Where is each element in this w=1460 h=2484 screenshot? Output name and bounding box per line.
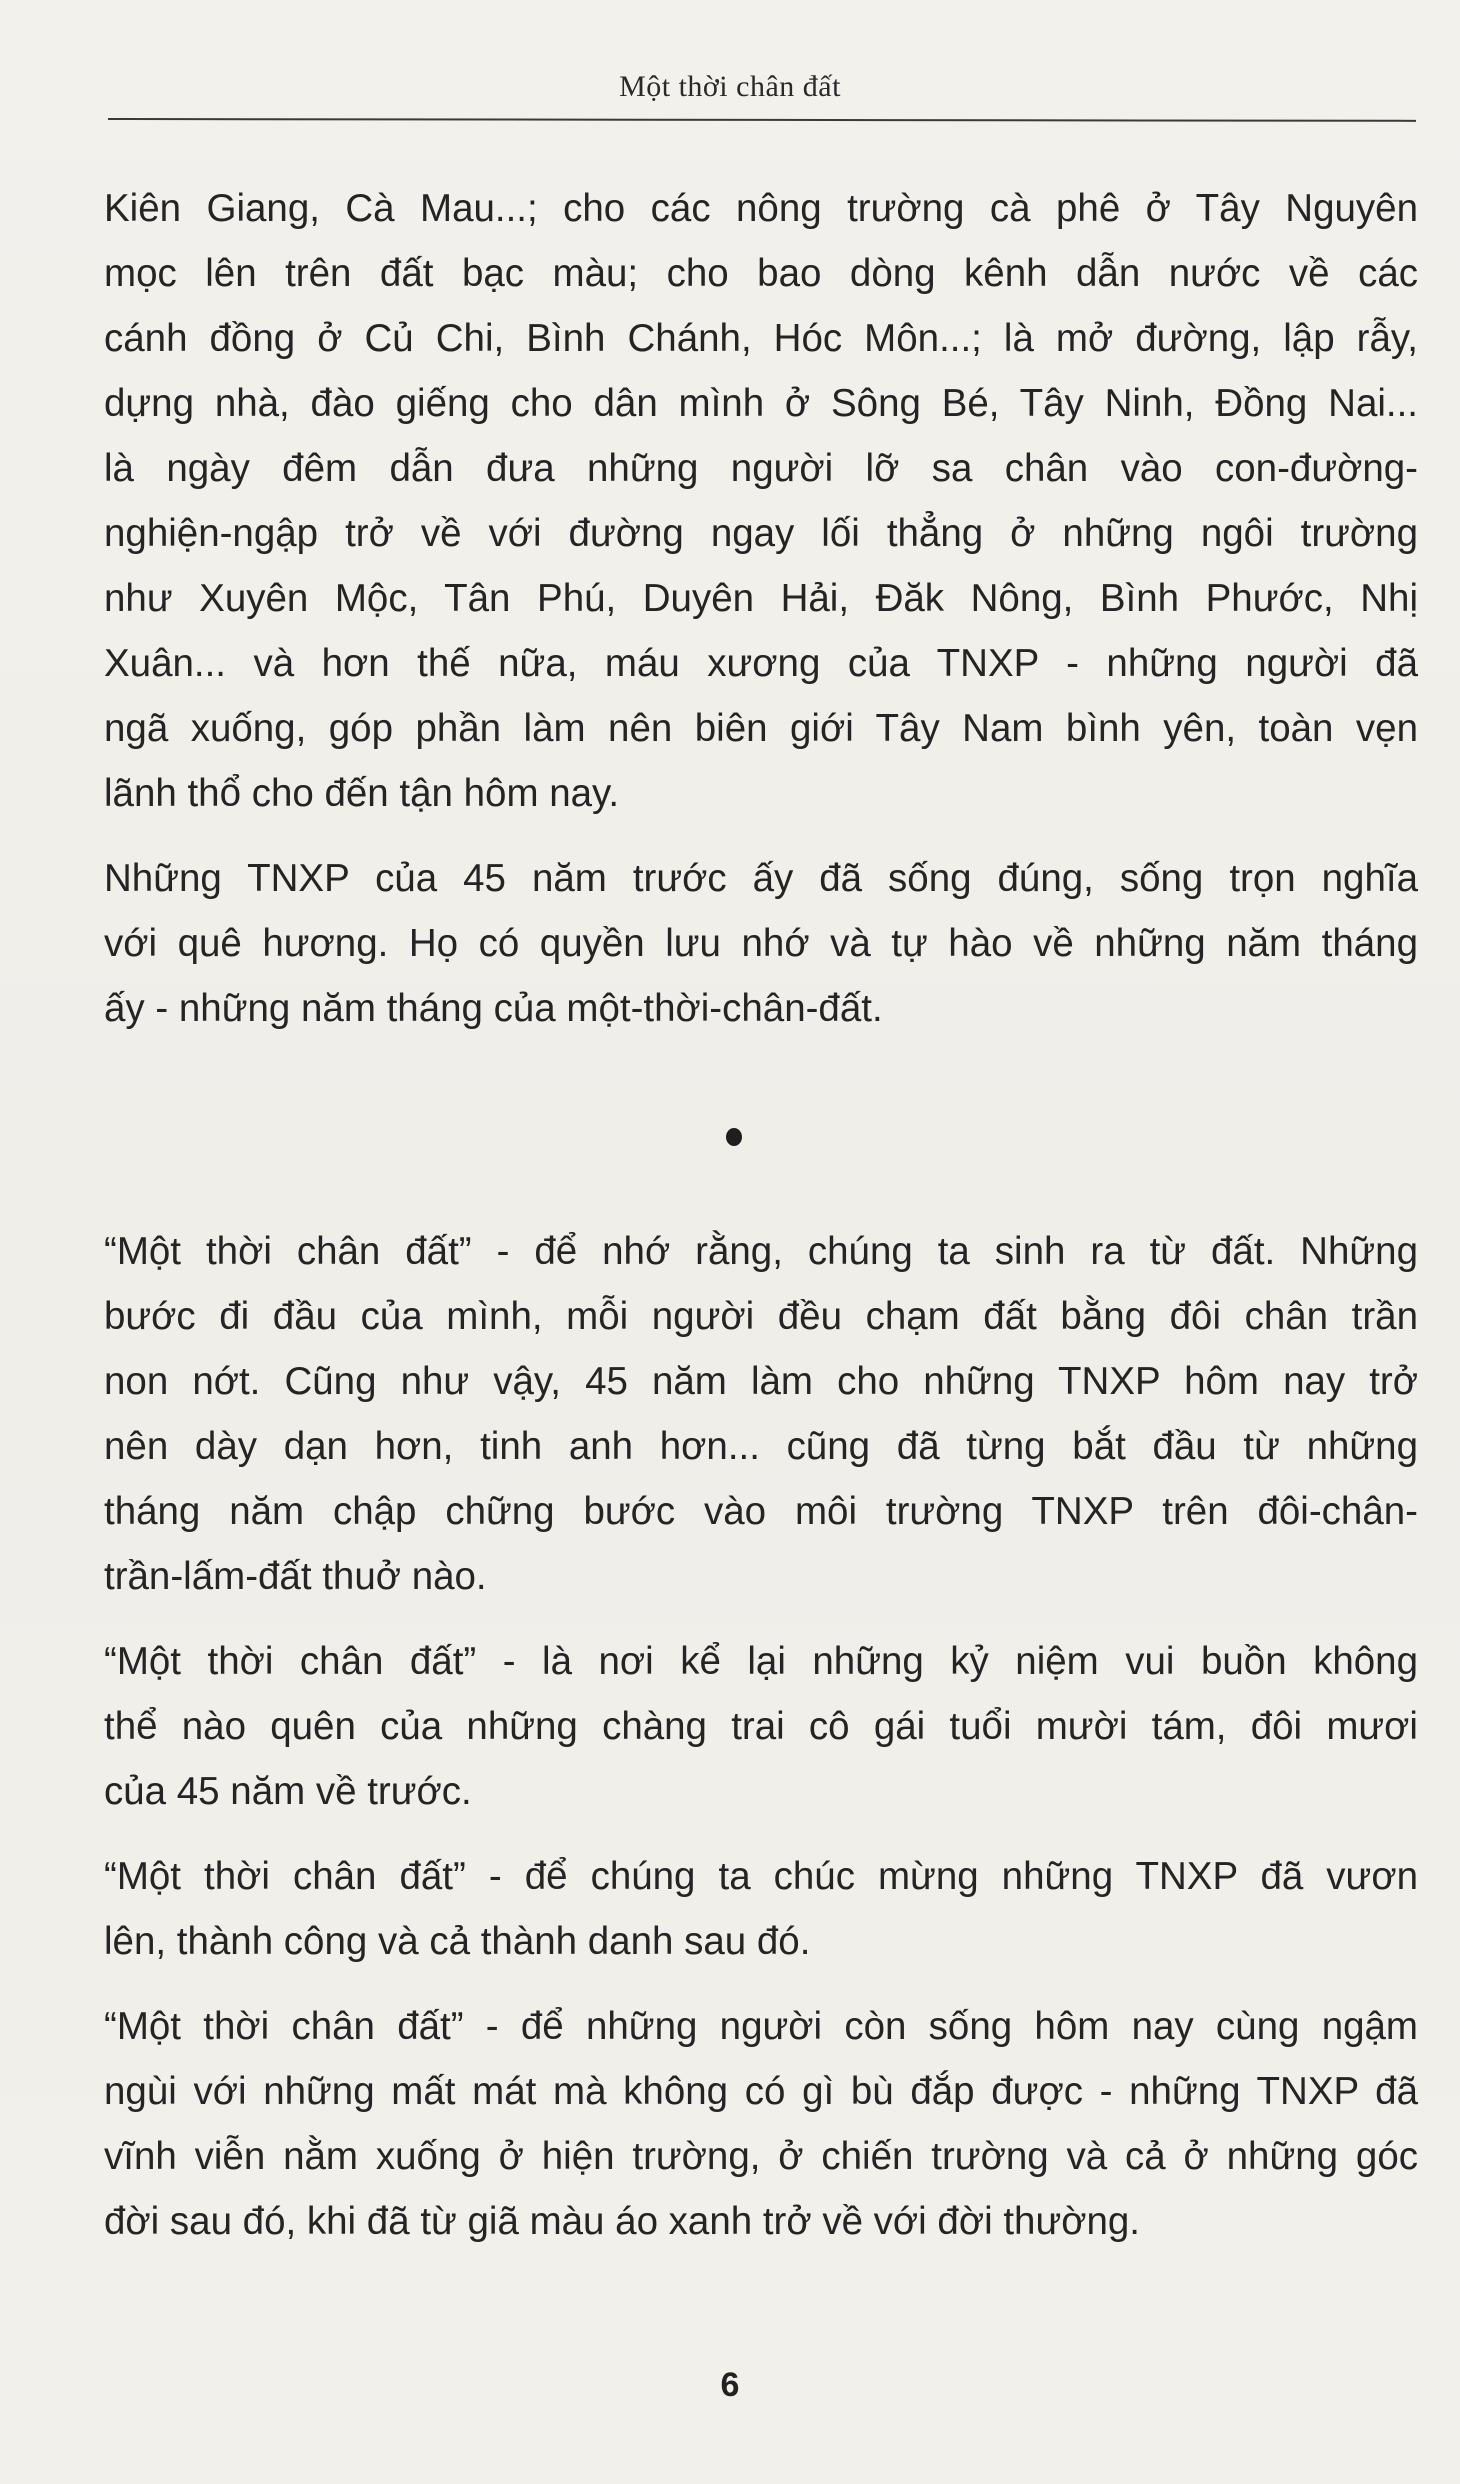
text-line: là ngày đêm dẫn đưa những người lỡ sa chân vào con-đường- xyxy=(104,447,1418,490)
text-line: ngùi với những mất mát mà không có gì bù đắp được - những TNXP đã xyxy=(104,2070,1418,2113)
body-section-1 xyxy=(104,176,1418,1041)
text-line: “Một thời chân đất” - để chúng ta chúc mừng những TNXP đã vươn xyxy=(104,1855,1418,1898)
paragraph xyxy=(104,846,1418,1041)
text-line: nên dày dạn hơn, tinh anh hơn... cũng đã từng bắt đầu từ những xyxy=(104,1425,1418,1468)
paragraph xyxy=(104,176,1418,826)
paragraph xyxy=(104,1629,1418,1824)
paragraph xyxy=(104,1844,1418,1974)
text-line: lãnh thổ cho đến tận hôm nay. xyxy=(104,772,620,815)
text-line: vĩnh viễn nằm xuống ở hiện trường, ở chiến trường và cả ở những góc xyxy=(104,2135,1418,2178)
text-line: ấy - những năm tháng của một-thời-chân-đất. xyxy=(104,987,883,1030)
running-header-title: Một thời chân đất xyxy=(619,70,841,103)
text-line: thể nào quên của những chàng trai cô gái tuổi mười tám, đôi mươi xyxy=(104,1705,1418,1748)
text-line: bước đi đầu của mình, mỗi người đều chạm đất bằng đôi chân trần xyxy=(104,1295,1418,1338)
text-line: trần-lấm-đất thuở nào. xyxy=(104,1555,487,1598)
paragraph xyxy=(104,1219,1418,1609)
text-line: nghiện-ngập trở về với đường ngay lối thẳng ở những ngôi trường xyxy=(104,512,1418,555)
text-line: Xuân... và hơn thế nữa, máu xương của TNXP - những người đã xyxy=(104,642,1418,685)
text-line: ngã xuống, góp phần làm nên biên giới Tây Nam bình yên, toàn vẹn xyxy=(104,707,1418,750)
text-line: Những TNXP của 45 năm trước ấy đã sống đúng, sống trọn nghĩa xyxy=(104,857,1418,900)
text-line: đời sau đó, khi đã từ giã màu áo xanh trở về với đời thường. xyxy=(104,2200,1140,2243)
paragraph xyxy=(104,1994,1418,2254)
text-line: như Xuyên Mộc, Tân Phú, Duyên Hải, Đăk Nông, Bình Phước, Nhị xyxy=(104,577,1418,620)
section-separator-bullet xyxy=(726,1128,742,1146)
text-line: với quê hương. Họ có quyền lưu nhớ và tự hào về những năm tháng xyxy=(104,922,1418,965)
text-line: Kiên Giang, Cà Mau...; cho các nông trường cà phê ở Tây Nguyên xyxy=(104,187,1418,230)
text-line: cánh đồng ở Củ Chi, Bình Chánh, Hóc Môn...; là mở đường, lập rẫy, xyxy=(104,317,1418,360)
text-line: “Một thời chân đất” - để những người còn sống hôm nay cùng ngậm xyxy=(104,2005,1418,2048)
text-line: non nớt. Cũng như vậy, 45 năm làm cho những TNXP hôm nay trở xyxy=(104,1360,1418,1403)
text-line: của 45 năm về trước. xyxy=(104,1770,472,1813)
text-line: tháng năm chập chững bước vào môi trường TNXP trên đôi-chân- xyxy=(104,1490,1418,1533)
text-line: lên, thành công và cả thành danh sau đó. xyxy=(104,1920,811,1963)
text-line: dựng nhà, đào giếng cho dân mình ở Sông Bé, Tây Ninh, Đồng Nai... xyxy=(104,382,1418,425)
body-section-2 xyxy=(104,1219,1418,2254)
header-divider xyxy=(108,118,1416,122)
text-line: mọc lên trên đất bạc màu; cho bao dòng kênh dẫn nước về các xyxy=(104,252,1418,295)
text-line: “Một thời chân đất” - để nhớ rằng, chúng ta sinh ra từ đất. Những xyxy=(104,1230,1418,1273)
text-line: “Một thời chân đất” - là nơi kể lại những kỷ niệm vui buồn không xyxy=(104,1640,1418,1683)
page-number: 6 xyxy=(720,2366,740,2404)
